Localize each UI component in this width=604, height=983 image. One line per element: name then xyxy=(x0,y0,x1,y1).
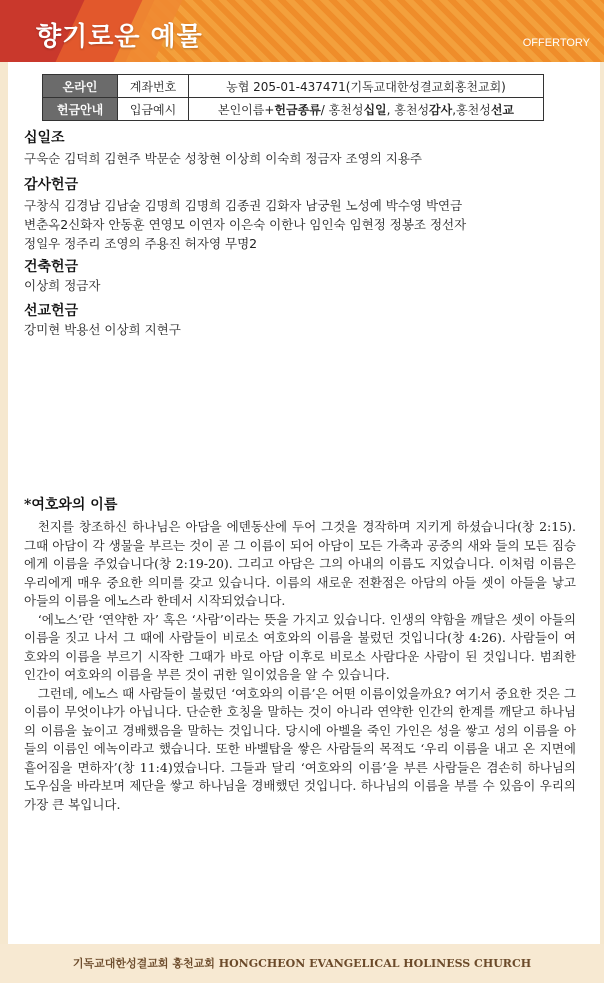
article-body xyxy=(24,518,576,814)
page-subtitle: OFFERTORY xyxy=(522,37,590,49)
online-offering-table xyxy=(42,74,544,121)
section-title-mission: 선교헌금 xyxy=(24,303,79,319)
example-part-bold: 감사 xyxy=(429,102,453,117)
section-title-tithe: 십일조 xyxy=(24,130,65,146)
name-line: 이상희 정금자 xyxy=(24,278,101,293)
name-line: 강미현 박용선 이상희 지현구 xyxy=(24,322,181,337)
account-value: 농협 205-01-437471(기독교대한성결교회홍천교회) xyxy=(189,75,544,98)
example-part: 본인이름+ xyxy=(217,102,275,117)
article-paragraph: 천지를 창조하신 하나님은 아담을 에덴동산에 두어 그것을 경작하며 지키게 하셨습니다(창 2:15). 그때 아담이 각 생물을 부르는 것이 곧 그 이름이 되어 아담이 모든 가축과 공중의 새와 들의 모든 짐승에게 이름을 주었습니다(창 2:19-20). 그리고 아담은 그의 아내의 이름도 지었습니다. 이처럼 이름은 우리에게 매우 중요한 의미를 갖고 있습니다. 이름의 새로운 전환점은 아담의 아들 셋이 아들을 낳고 아들의 이름을 에노스라 한데서 시작되었습니다. xyxy=(24,519,576,608)
account-key: 계좌번호 xyxy=(118,75,189,98)
section-title-thanks: 감사헌금 xyxy=(24,177,79,193)
example-key: 입금예시 xyxy=(118,98,189,121)
example-part: ,홍천성 xyxy=(452,102,491,117)
tithe-names xyxy=(24,149,584,168)
name-line: 구욱순 김덕희 김현주 박문순 성창현 이상희 이숙희 정금자 조영의 지용주 xyxy=(24,151,423,166)
example-part-bold: 선교 xyxy=(490,102,514,117)
example-part: / 홍천성 xyxy=(320,102,364,117)
article-paragraph: ‘에노스’란 ‘연약한 자’ 혹은 ‘사람’이라는 뜻을 가지고 있습니다. 인생의 약함을 깨달은 셋이 아들의 이름을 짓고 나서 그 때에 사람들이 비로소 여호와의 이름을 불렀던 것입니다(창 4:26). 사람들이 여호와의 이름을 부르기 시작한 그때가 바로 아담 이후로 비로소 사람다운 사람이 된 것입니다. 범죄한 인간이 여호와의 이름을 부른 것이 귀한 일이었음을 알 수 있습니다. xyxy=(24,611,576,682)
mission-names xyxy=(24,320,584,339)
page-title: 향기로운 예물 xyxy=(36,22,203,52)
section-title-building: 건축헌금 xyxy=(24,259,79,275)
offering-guide-label: 헌금안내 xyxy=(43,98,118,121)
example-part-bold: 헌금종류 xyxy=(274,102,321,117)
building-names xyxy=(24,276,584,295)
thanks-names xyxy=(24,196,584,253)
right-margin-stripe xyxy=(600,0,604,983)
page-header xyxy=(0,0,604,62)
left-margin-stripe xyxy=(0,0,8,983)
example-value xyxy=(189,98,544,121)
article-title: *여호와의 이름 xyxy=(24,497,118,513)
online-label: 온라인 xyxy=(43,75,118,98)
church-name: 기독교대한성결교회 홍천교회 HONGCHEON EVANGELICAL HOLINESS CHURCH xyxy=(72,957,532,970)
name-line: 구창식 김경남 김남술 김명희 김명희 김종권 김화자 남궁원 노성예 박수영 박연금 xyxy=(24,198,463,213)
name-line: 정일우 정주리 조영의 주용진 허자영 무명2 xyxy=(24,236,258,251)
example-part-bold: 십일 xyxy=(363,102,387,117)
example-part: , 홍천성 xyxy=(386,102,430,117)
article-paragraph: 그런데, 에노스 때 사람들이 불렀던 ‘여호와의 이름’은 어떤 이름이었을까요? 여기서 중요한 것은 그 이름이 무엇이냐가 아닙니다. 단순한 호칭을 말하는 것이 아니라 연약한 인간의 한계를 깨닫고 하나님의 이름을 높이고 경배했음을 말하는 것입니다. 당시에 아벨을 죽인 가인은 성을 쌓고 성의 이름을 아들의 이름인 에녹이라고 했습니다. 또한 바벨탑을 쌓은 사람들의 목적도 ‘우리 이름을 내고 온 지면에 흩어짐을 면하자’(창 11:4)였습니다. 그들과 달리 ‘여호와의 이름’을 부른 사람들은 겸손히 하나님의 도우심을 바라보며 제단을 쌓고 하나님을 경배했던 것입니다. 하나님의 이름을 부를 수 있음이 우리의 가장 큰 복입니다. xyxy=(24,685,576,812)
page-footer xyxy=(0,944,604,983)
name-line: 변춘옥2신화자 안동훈 연영모 이연자 이은숙 이한나 임인숙 임현정 정봉조 정선자 xyxy=(24,217,467,232)
